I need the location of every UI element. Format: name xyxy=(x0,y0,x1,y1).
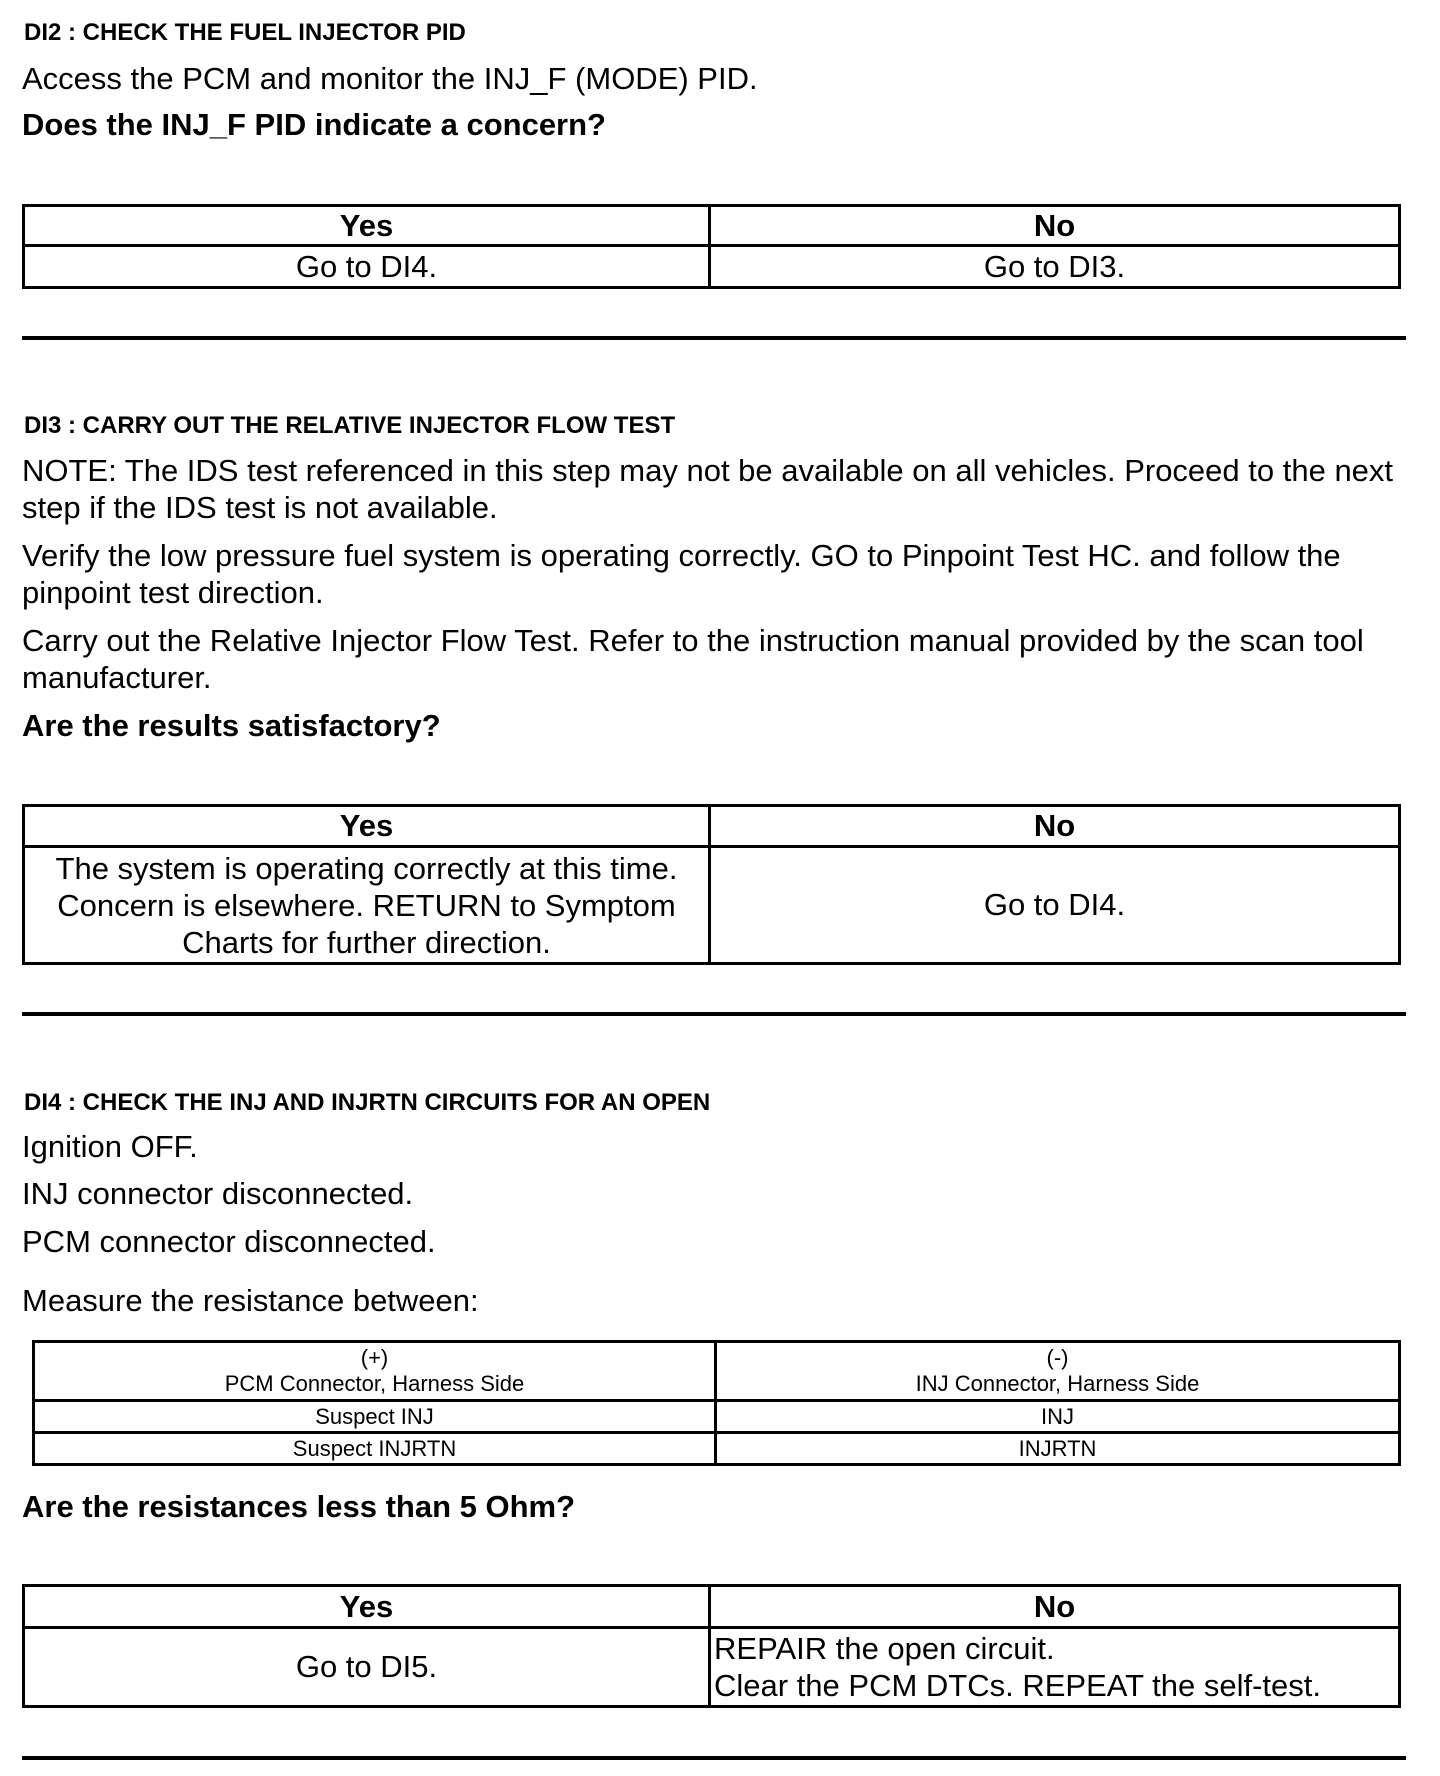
plus-symbol: (+) xyxy=(360,1345,389,1370)
table-row xyxy=(34,1433,1400,1465)
di4-measurement-table xyxy=(32,1340,1401,1466)
di4-question: Are the resistances less than 5 Ohm? xyxy=(22,1489,576,1524)
di3-result-table xyxy=(22,804,1401,965)
di2-no-header: No xyxy=(710,206,1400,246)
di3-yes-line: The system is operating correctly at this time. xyxy=(55,850,678,886)
minus-symbol: (-) xyxy=(1046,1345,1069,1370)
di3-yes-header: Yes xyxy=(24,806,710,847)
di4-measure-label: Measure the resistance between: xyxy=(22,1283,479,1318)
section-divider xyxy=(22,1756,1406,1760)
di4-step: INJ connector disconnected. xyxy=(22,1176,414,1211)
di4-no-line: Clear the PCM DTCs. REPEAT the self-test. xyxy=(714,1668,1321,1703)
di3-yes-line: Concern is elsewhere. RETURN to Symptom xyxy=(57,887,676,923)
di4-yes-cell: Go to DI5. xyxy=(24,1628,710,1707)
plus-cell: Suspect INJRTN xyxy=(34,1433,716,1465)
minus-cell: INJRTN xyxy=(716,1433,1400,1465)
di2-yes-cell: Go to DI4. xyxy=(24,246,710,288)
section-divider xyxy=(22,1012,1406,1016)
minus-terminal-header xyxy=(716,1342,1400,1401)
di3-no-cell: Go to DI4. xyxy=(710,847,1400,964)
plus-cell: Suspect INJ xyxy=(34,1401,716,1433)
di3-note: NOTE: The IDS test referenced in this step may not be available on all vehicles. Proceed to the next step if the IDS test is not available. xyxy=(22,453,1394,525)
di4-no-header: No xyxy=(710,1586,1400,1628)
di2-no-cell: Go to DI3. xyxy=(710,246,1400,288)
di4-step: PCM connector disconnected. xyxy=(22,1224,436,1259)
di2-question: Does the INJ_F PID indicate a concern? xyxy=(22,107,606,142)
di2-instruction: Access the PCM and monitor the INJ_F (MODE) PID. xyxy=(22,61,758,96)
di3-question: Are the results satisfactory? xyxy=(22,708,441,743)
di3-carry-out-instruction: Carry out the Relative Injector Flow Test. Refer to the instruction manual provided by the scan tool manufacturer. xyxy=(22,623,1364,695)
di3-no-header: No xyxy=(710,806,1400,847)
plus-terminal-header xyxy=(34,1342,716,1401)
di2-yes-header: Yes xyxy=(24,206,710,246)
di4-no-line: REPAIR the open circuit. xyxy=(714,1631,1055,1666)
di3-verify-instruction: Verify the low pressure fuel system is operating correctly. GO to Pinpoint Test HC. and follow the pinpoint test direction. xyxy=(22,538,1341,610)
minus-cell: INJ xyxy=(716,1401,1400,1433)
di4-heading: DI4 : CHECK THE INJ AND INJRTN CIRCUITS FOR AN OPEN xyxy=(24,1089,711,1116)
di2-result-table xyxy=(22,204,1401,289)
table-row xyxy=(34,1401,1400,1433)
minus-label: INJ Connector, Harness Side xyxy=(915,1371,1200,1396)
plus-label: PCM Connector, Harness Side xyxy=(224,1371,525,1396)
section-divider xyxy=(22,336,1406,340)
di4-step: Ignition OFF. xyxy=(22,1129,198,1164)
di3-yes-cell xyxy=(24,847,710,964)
di4-result-table xyxy=(22,1584,1401,1708)
di3-heading: DI3 : CARRY OUT THE RELATIVE INJECTOR FLOW TEST xyxy=(24,412,676,439)
di4-no-cell xyxy=(710,1628,1400,1707)
di2-heading: DI2 : CHECK THE FUEL INJECTOR PID xyxy=(24,19,466,46)
di4-yes-header: Yes xyxy=(24,1586,710,1628)
di3-yes-line: Charts for further direction. xyxy=(182,924,551,960)
